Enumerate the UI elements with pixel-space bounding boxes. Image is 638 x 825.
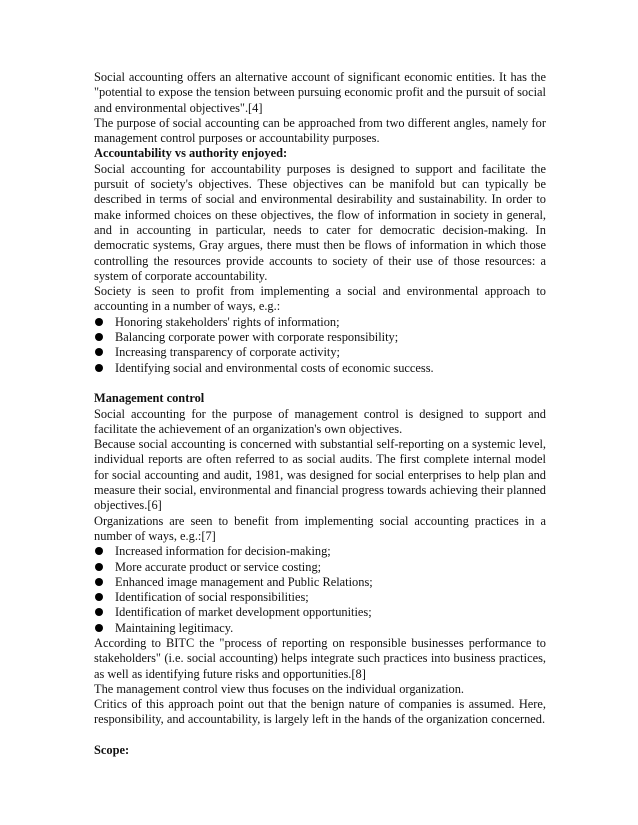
bullet-icon [95, 563, 103, 571]
bullet-icon [95, 333, 103, 341]
document-page [94, 70, 546, 758]
list-item [94, 621, 546, 636]
management-paragraph-6: Critics of this approach point out that the benign nature of companies is assumed. Here, responsibility, and accountability, is largely left in the hands of the organization concerned. [94, 697, 546, 727]
bullet-icon [95, 624, 103, 632]
accountability-heading: Accountability vs authority enjoyed: [94, 146, 288, 161]
scope-heading: Scope: [94, 743, 130, 758]
list-item-text: Maintaining legitimacy. [115, 620, 234, 635]
list-item-text: Honoring stakeholders' rights of information; [115, 314, 340, 329]
section-spacer [94, 376, 546, 391]
bullet-icon [95, 318, 103, 326]
list-item-text: Increasing transparency of corporate activity; [115, 345, 340, 360]
accountability-bullet-list [94, 315, 546, 376]
bullet-icon [95, 364, 103, 372]
management-bullet-list [94, 544, 546, 636]
bullet-icon [95, 578, 103, 586]
list-item-text: Identification of social responsibilities; [115, 590, 309, 605]
management-paragraph-2: Because social accounting is concerned with substantial self-reporting on a systemic level, individual reports are often referred to as social audits. The first complete internal model for social accounting and audit, 1981, was designed for social enterprises to help plan and measure their social, environmental and financial progress towards achieving their planned objectives.[6] [94, 437, 546, 513]
list-item-text: Identifying social and environmental costs of economic success. [115, 360, 434, 375]
list-item-text: Enhanced image management and Public Relations; [115, 574, 373, 589]
list-item [94, 345, 546, 360]
intro-paragraph-1: Social accounting offers an alternative account of significant economic entities. It has the "potential to expose the tension between pursuing economic profit and the pursuit of social and environmental objectives".[4] [94, 70, 546, 115]
management-paragraph-4: According to BITC the "process of reporting on responsible businesses performance to stakeholders" (i.e. social accounting) helps integrate such practices into business practices, as well as identifying future risks and opportunities.[8] [94, 635, 546, 681]
list-item-text: Balancing corporate power with corporate responsibility; [115, 330, 399, 345]
management-heading: Management control [94, 391, 205, 406]
bullet-icon [95, 608, 103, 616]
management-paragraph-3: Organizations are seen to benefit from implementing social accounting practices in a number of ways, e.g.:[7] [94, 513, 546, 543]
accountability-paragraph-1: Social accounting for accountability purposes is designed to support and facilitate the pursuit of society's objectives. These objectives can be manifold but can typically be described in terms of social and environmental desirability and sustainability. In order to make informed choices on these objectives, the flow of information in society in general, and in accounting in particular, needs to cater for democratic decision-making. In democratic systems, Gray argues, there must then be flows of information in which those controlling the resources provide accounts to society of their use of those resources: a system of corporate accountability. [94, 161, 546, 283]
list-item-text: Increased information for decision-making; [115, 544, 331, 559]
management-paragraph-5: The management control view thus focuses on the individual organization. [94, 681, 465, 696]
management-paragraph-1: Social accounting for the purpose of management control is designed to support and facilitate the achievement of an organization's own objectives. [94, 406, 546, 436]
list-item-text: Identification of market development opportunities; [115, 605, 372, 620]
accountability-paragraph-2: Society is seen to profit from implementing a social and environmental approach to accounting in a number of ways, e.g.: [94, 284, 546, 314]
list-item [94, 575, 546, 590]
list-item [94, 560, 546, 575]
intro-paragraph-2: The purpose of social accounting can be approached from two different angles, namely for management control purposes or accountability purposes. [94, 115, 546, 146]
list-item-text: More accurate product or service costing; [115, 559, 322, 574]
section-spacer [94, 728, 546, 743]
bullet-icon [95, 348, 103, 356]
bullet-icon [95, 547, 103, 555]
list-item [94, 315, 546, 330]
list-item [94, 544, 546, 559]
list-item [94, 361, 546, 376]
list-item [94, 590, 546, 605]
bullet-icon [95, 593, 103, 601]
list-item [94, 330, 546, 345]
list-item [94, 605, 546, 620]
